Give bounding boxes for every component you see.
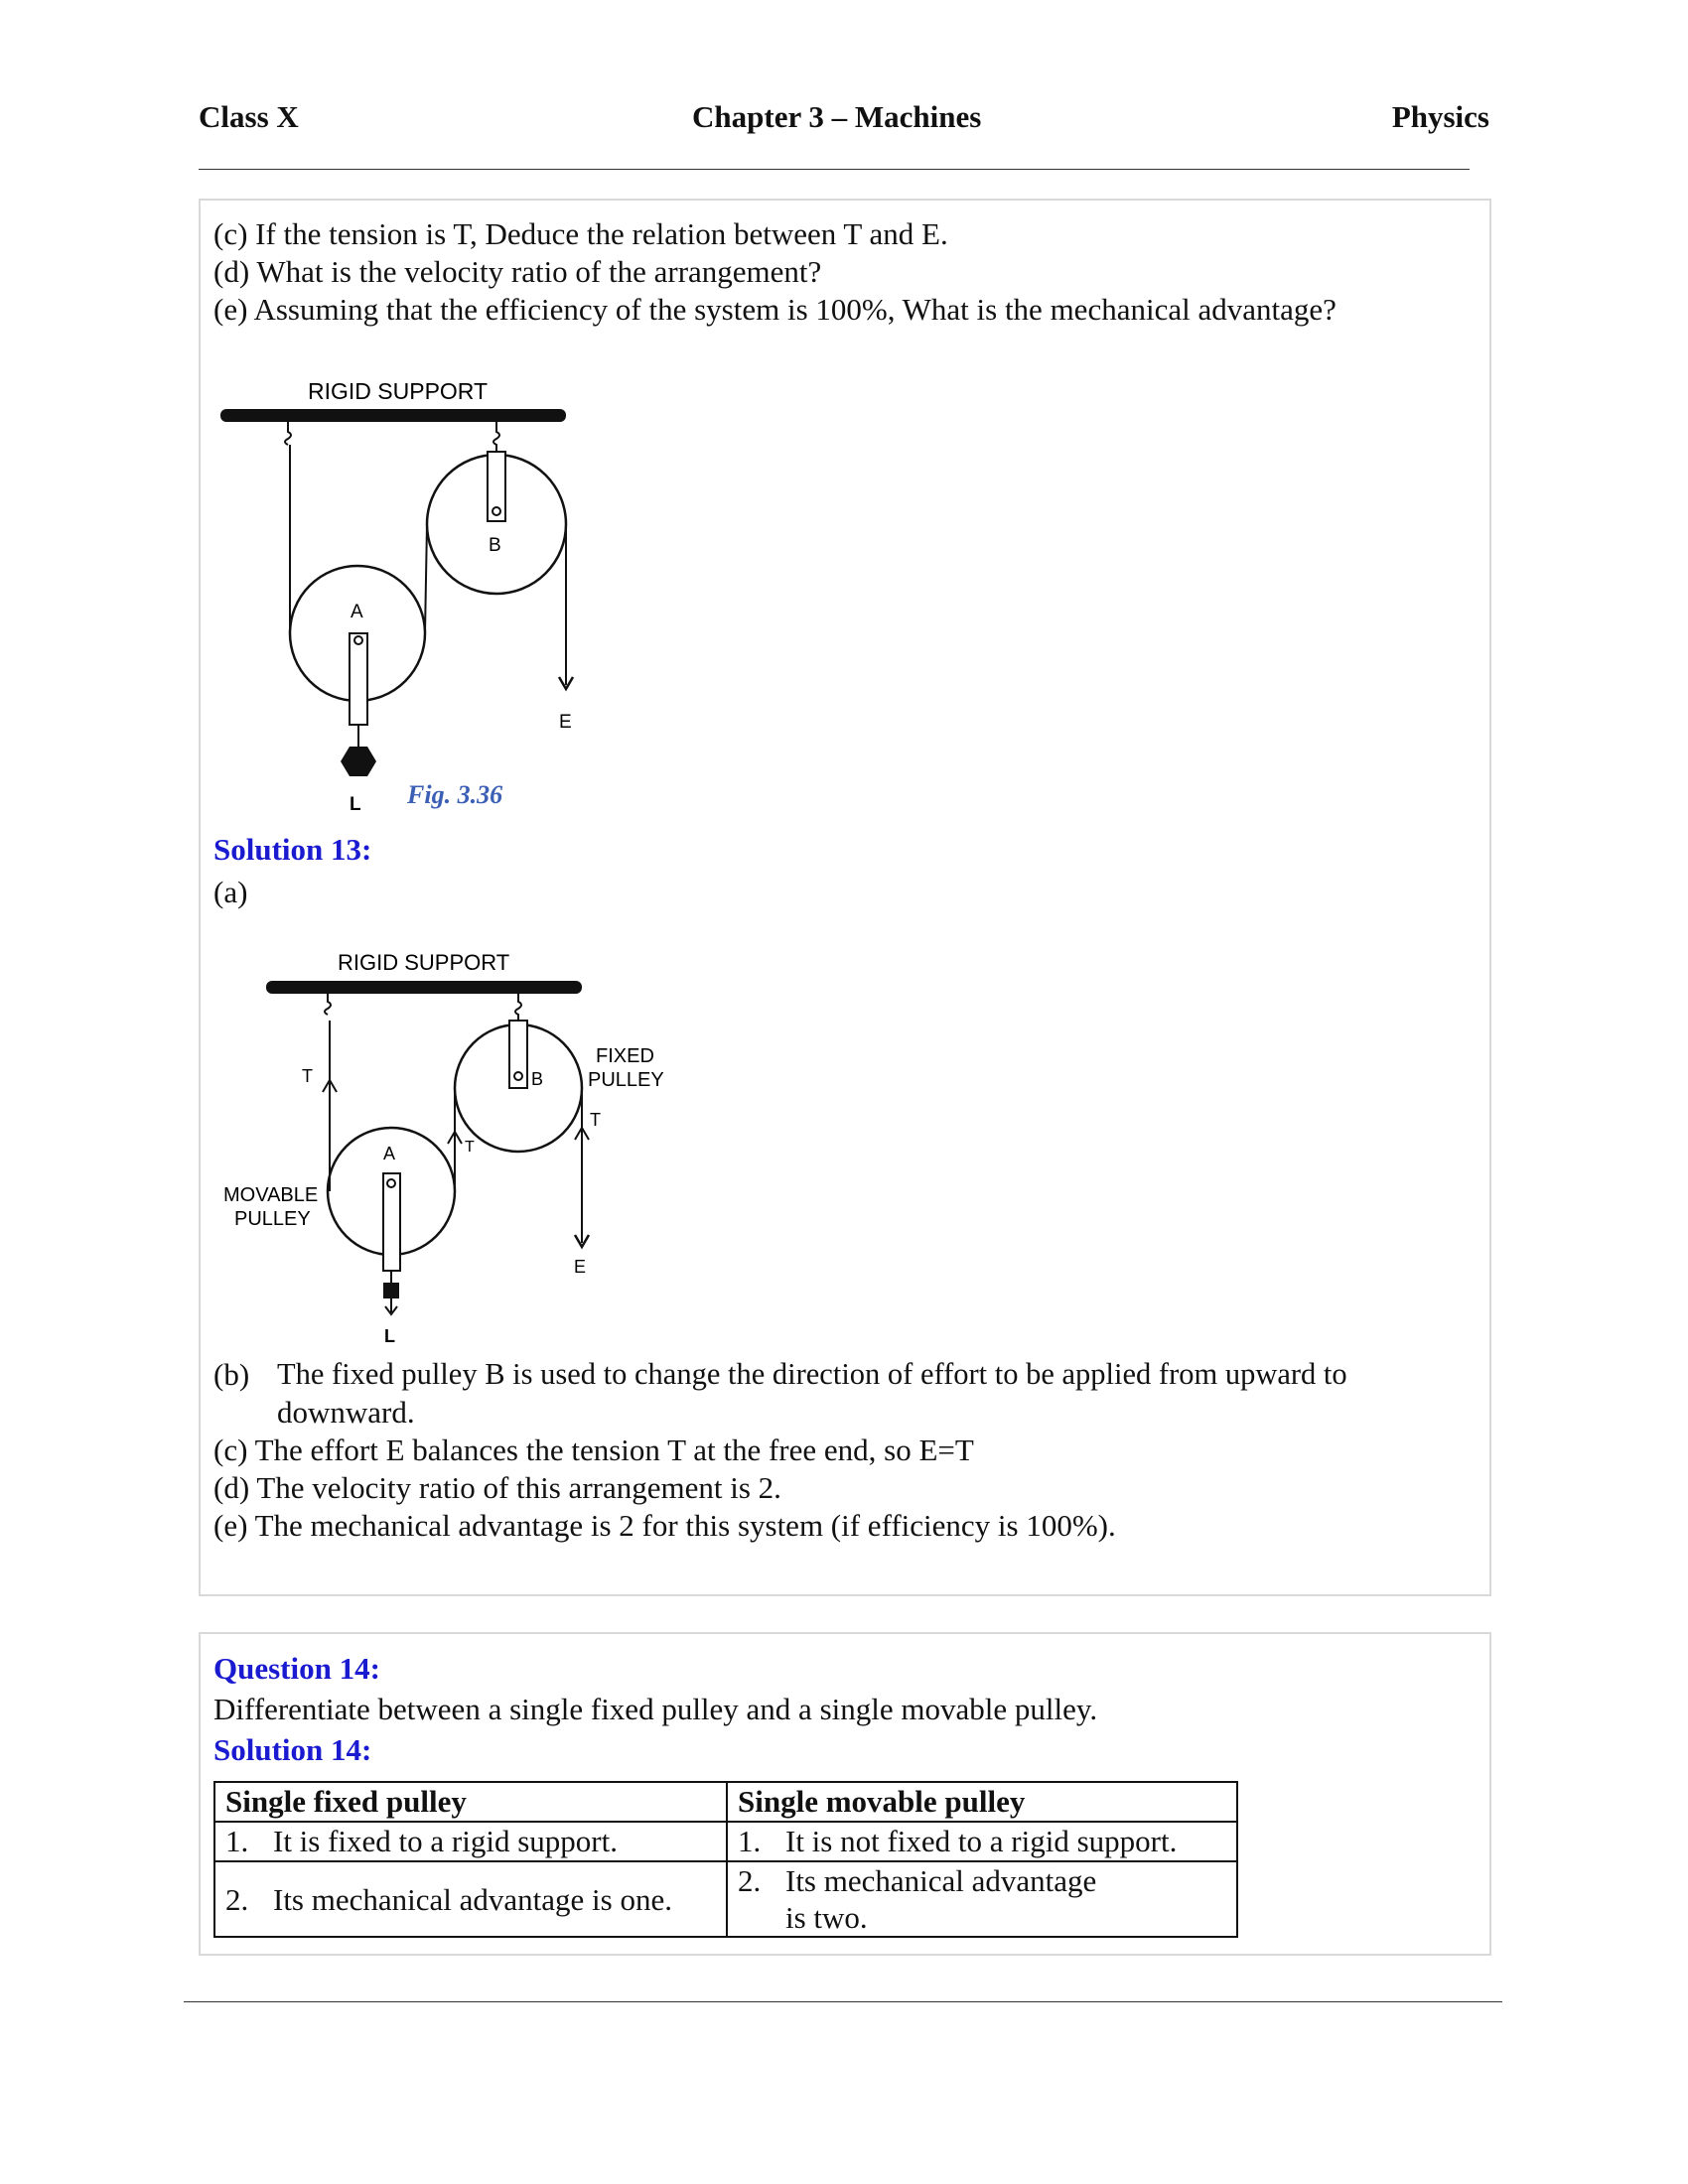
fig1-effort-label: E [559,712,572,733]
fig2-effort-label: E [574,1257,587,1277]
fig2-movable-label-2: PULLEY [234,1208,311,1230]
fig1-rigid-support-bar [220,409,566,422]
solution-13-part-b-line2: downward. [277,1395,415,1430]
fig2-rigid-support-bar [266,981,582,994]
question-14-text: Differentiate between a single fixed pulley and a single movable pulley. [213,1692,1098,1726]
fig2-pulley-b-axle [514,1072,522,1080]
fig1-hook-right [493,422,499,453]
fig2-tension-left-label: T [302,1066,313,1086]
fig1-pulley-a-strap [350,633,367,725]
item-number: 1. [225,1824,249,1859]
fig2-pulley-b-label: B [531,1069,544,1089]
fig2-load-arrow [385,1298,397,1314]
fig1-pulley-a-axle [354,636,362,644]
fig1-caption: Fig. 3.36 [407,780,503,809]
cell-text: It is fixed to a rigid support. [273,1824,618,1859]
table-cell [727,1861,1237,1937]
fig2-load-label: L [384,1326,395,1345]
table-header-movable: Single movable pulley [727,1782,1237,1822]
fig2-load-weight [383,1283,399,1298]
solution-13-part-b-marker: (b) [213,1357,250,1392]
fig1-string-middle [425,524,427,633]
fig2-movable-label-1: MOVABLE [223,1184,319,1206]
solution-13-part-e: (e) The mechanical advantage is 2 for this system (if efficiency is 100%). [213,1508,1116,1543]
solution-13-figure [220,938,677,1345]
cell-text: It is not fixed to a rigid support. [785,1824,1178,1859]
table-header-fixed: Single fixed pulley [214,1782,727,1822]
question-13-part-e: (e) Assuming that the efficiency of the system is 100%, What is the mechanical advantage? [213,292,1336,327]
item-number: 2. [738,1863,762,1898]
fig2-hook-right [515,994,521,1021]
cell-text-continued: is two. [785,1900,868,1936]
header-class: Class X [199,99,299,134]
fig2-fixed-label-2: PULLEY [588,1069,664,1091]
fig1-pulley-b-label: B [489,535,501,556]
fig2-pulley-a-label: A [383,1144,396,1163]
figure-3-36 [213,367,591,824]
fig2-support-label: RIGID SUPPORT [338,950,510,975]
header-subject: Physics [1391,99,1489,134]
question-14-heading: Question 14: [213,1651,380,1686]
table-cell [214,1861,727,1937]
fig1-pulley-a-label: A [351,602,363,622]
table-cell [214,1822,727,1861]
fig2-fixed-label-1: FIXED [596,1045,654,1067]
header-rule [199,169,1470,170]
fig2-pulley-a-axle [387,1179,395,1187]
fig1-load-label: L [350,794,361,815]
solution-13-part-c: (c) The effort E balances the tension T at the free end, so E=T [213,1433,974,1467]
cell-text: Its mechanical advantage [785,1863,1097,1898]
solution-13-part-a: (a) [213,875,248,909]
solution-13-part-d: (d) The velocity ratio of this arrangement is 2. [213,1470,781,1505]
solution-14-heading: Solution 14: [213,1732,372,1767]
fig1-load-weight [341,747,376,776]
question-13-part-c: (c) If the tension is T, Deduce the relation between T and E. [213,216,948,251]
solution-13-part-b-line1: The fixed pulley B is used to change the direction of effort to be applied from upward to [277,1357,1347,1391]
table-cell [727,1822,1237,1861]
fig2-hook-left [325,994,331,1015]
fig1-hook-left [285,422,291,445]
fig1-support-label: RIGID SUPPORT [308,378,489,404]
header-chapter: Chapter 3 – Machines [692,99,982,134]
question-13-part-d: (d) What is the velocity ratio of the arrangement? [213,254,822,289]
item-number: 2. [225,1881,249,1917]
table-row [214,1861,1237,1937]
item-number: 1. [738,1824,762,1859]
cell-text: Its mechanical advantage is one. [273,1881,672,1917]
pulley-comparison-table [213,1781,1238,1938]
fig2-tension-middle-label: T [465,1139,475,1156]
fig2-tension-right-label: T [590,1110,601,1130]
solution-13-heading: Solution 13: [213,832,372,867]
table-row [214,1822,1237,1861]
fig1-pulley-b-axle [492,507,500,515]
table-header-row [214,1782,1237,1822]
footer-rule [184,2001,1502,2002]
